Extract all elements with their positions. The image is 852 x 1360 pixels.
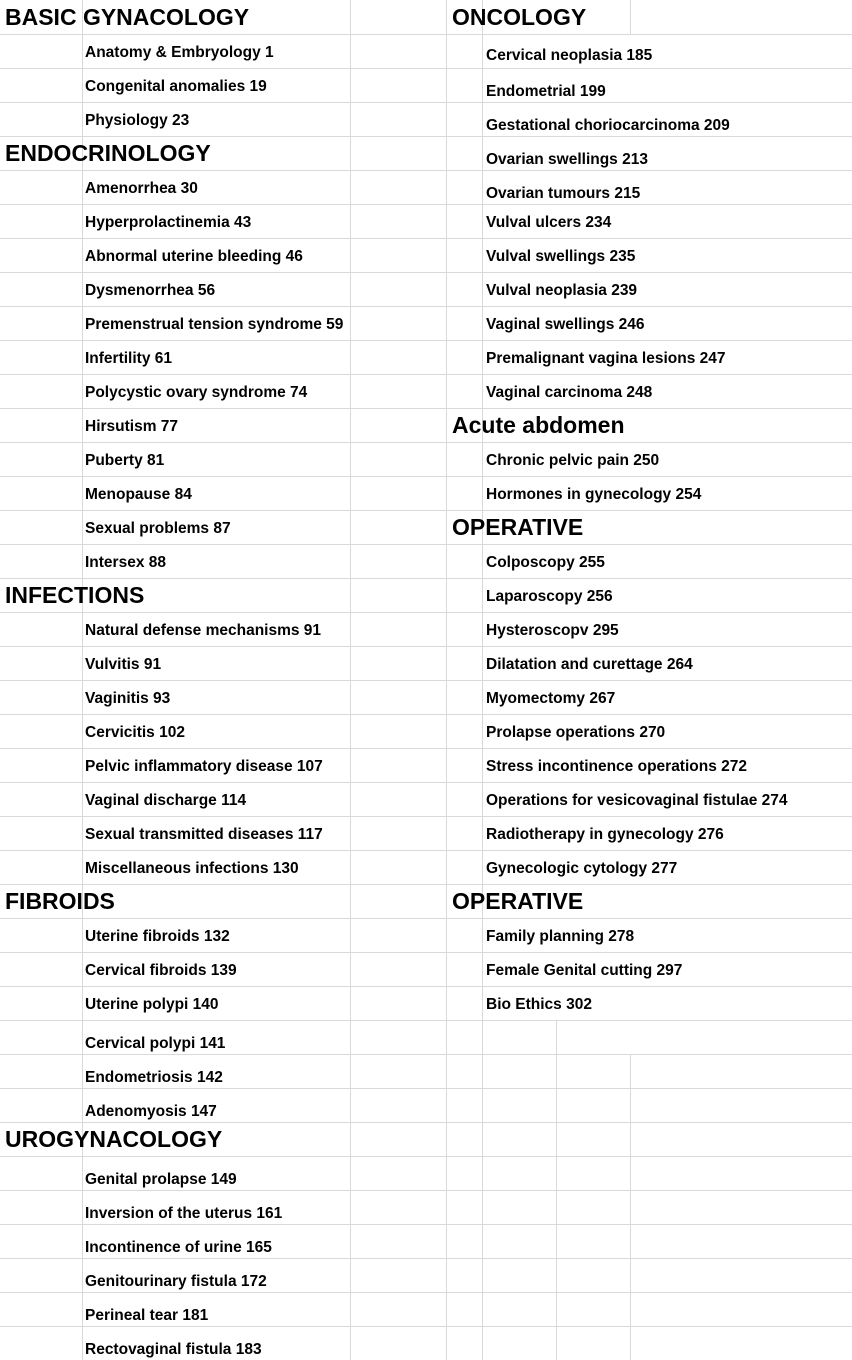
right-toc-entry: Bio Ethics 302 xyxy=(486,996,592,1013)
grid-line xyxy=(446,680,852,681)
grid-line xyxy=(0,782,446,783)
left-toc-entry: Congenital anomalies 19 xyxy=(85,78,267,95)
right-toc-entry: Vaginal carcinoma 248 xyxy=(486,384,653,401)
grid-line xyxy=(0,340,446,341)
right-section-heading: OPERATIVE xyxy=(452,514,584,540)
grid-line xyxy=(446,204,852,205)
left-section-heading: INFECTIONS xyxy=(5,582,145,608)
grid-line xyxy=(0,646,446,647)
grid-line xyxy=(0,238,446,239)
grid-line xyxy=(446,1088,852,1089)
grid-line xyxy=(0,170,446,171)
right-toc-entry: Hormones in gynecology 254 xyxy=(486,486,702,503)
grid-line xyxy=(446,340,852,341)
grid-line xyxy=(630,0,631,34)
right-section-heading: Acute abdomen xyxy=(452,412,625,438)
right-toc-entry: Colposcopy 255 xyxy=(486,554,605,571)
right-toc-entry: Myomectomy 267 xyxy=(486,690,616,707)
right-toc-entry: Female Genital cutting 297 xyxy=(486,962,683,979)
left-section-heading: ENDOCRINOLOGY xyxy=(5,140,211,166)
grid-line xyxy=(446,0,447,1360)
grid-line xyxy=(0,1190,446,1191)
grid-line xyxy=(0,204,446,205)
left-toc-entry: Anatomy & Embryology 1 xyxy=(85,44,274,61)
left-toc-entry: Menopause 84 xyxy=(85,486,192,503)
left-toc-entry: Vulvitis 91 xyxy=(85,656,162,673)
grid-line xyxy=(0,1326,446,1327)
left-toc-entry: Abnormal uterine bleeding 46 xyxy=(85,248,303,265)
left-toc-entry: Genitourinary fistula 172 xyxy=(85,1273,267,1290)
right-toc-entry: Premalignant vagina lesions 247 xyxy=(486,350,726,367)
grid-line xyxy=(0,1258,446,1259)
grid-line xyxy=(0,102,446,103)
left-toc-entry: Dysmenorrhea 56 xyxy=(85,282,216,299)
grid-line xyxy=(446,1020,852,1021)
right-toc-entry: Cervical neoplasia 185 xyxy=(486,47,653,64)
grid-line xyxy=(350,0,351,1360)
left-toc-entry: Hirsutism 77 xyxy=(85,418,179,435)
left-toc-entry: Uterine polypi 140 xyxy=(85,996,219,1013)
left-toc-entry: Vaginal discharge 114 xyxy=(85,792,247,809)
grid-line xyxy=(0,442,446,443)
left-toc-entry: Puberty 81 xyxy=(85,452,165,469)
grid-line xyxy=(630,1054,631,1360)
left-toc-entry: Pelvic inflammatory disease 107 xyxy=(85,758,323,775)
right-toc-entry: Vulval swellings 235 xyxy=(486,248,636,265)
grid-line xyxy=(0,1122,446,1123)
grid-line xyxy=(0,476,446,477)
left-toc-entry: Inversion of the uterus 161 xyxy=(85,1205,283,1222)
right-toc-entry: Hysteroscopv 295 xyxy=(486,622,619,639)
left-section-heading: FIBROIDS xyxy=(5,888,115,914)
grid-line xyxy=(0,510,446,511)
left-toc-entry: Uterine fibroids 132 xyxy=(85,928,230,945)
grid-line xyxy=(0,612,446,613)
grid-line xyxy=(446,510,852,511)
grid-line xyxy=(446,68,852,69)
left-toc-entry: Perineal tear 181 xyxy=(85,1307,209,1324)
grid-line xyxy=(0,816,446,817)
grid-line xyxy=(446,646,852,647)
right-toc-entry: Radiotherapy in gynecology 276 xyxy=(486,826,724,843)
grid-line xyxy=(446,1224,852,1225)
right-section-heading: OPERATIVE xyxy=(452,888,584,914)
left-toc-entry: Cervicitis 102 xyxy=(85,724,185,741)
right-toc-entry: Family planning 278 xyxy=(486,928,635,945)
left-toc-entry: Hyperprolactinemia 43 xyxy=(85,214,252,231)
right-toc-entry: Prolapse operations 270 xyxy=(486,724,666,741)
grid-line xyxy=(446,170,852,171)
left-toc-entry: Premenstrual tension syndrome 59 xyxy=(85,316,344,333)
left-toc-entry: Physiology 23 xyxy=(85,112,190,129)
left-toc-entry: Cervical fibroids 139 xyxy=(85,962,237,979)
left-section-heading: BASIC GYNACOLOGY xyxy=(5,4,250,30)
left-toc-entry: Miscellaneous infections 130 xyxy=(85,860,299,877)
grid-line xyxy=(446,408,852,409)
left-toc-entry: Adenomyosis 147 xyxy=(85,1103,217,1120)
right-toc-entry: Stress incontinence operations 272 xyxy=(486,758,748,775)
grid-line xyxy=(0,918,446,919)
grid-line xyxy=(446,102,852,103)
grid-line xyxy=(482,0,483,1360)
right-toc-entry: Laparoscopy 256 xyxy=(486,588,613,605)
left-toc-entry: Polycystic ovary syndrome 74 xyxy=(85,384,308,401)
left-toc-entry: Sexual problems 87 xyxy=(85,520,231,537)
grid-line xyxy=(446,782,852,783)
grid-line xyxy=(0,748,446,749)
grid-line xyxy=(446,238,852,239)
grid-line xyxy=(446,1292,852,1293)
right-toc-entry: Vulval ulcers 234 xyxy=(486,214,612,231)
grid-line xyxy=(0,714,446,715)
grid-line xyxy=(446,544,852,545)
right-section-heading: ONCOLOGY xyxy=(452,4,587,30)
grid-line xyxy=(556,1020,557,1360)
right-toc-entry: Gestational choriocarcinoma 209 xyxy=(486,117,730,134)
right-toc-entry: Chronic pelvic pain 250 xyxy=(486,452,660,469)
grid-line xyxy=(0,850,446,851)
grid-line xyxy=(446,1156,852,1157)
grid-line xyxy=(0,408,446,409)
grid-line xyxy=(0,136,446,137)
grid-line xyxy=(0,952,446,953)
left-toc-entry: Intersex 88 xyxy=(85,554,166,571)
grid-line xyxy=(0,1292,446,1293)
grid-line xyxy=(446,884,852,885)
grid-line xyxy=(446,578,852,579)
left-section-heading: UROGYNACOLOGY xyxy=(5,1126,223,1152)
left-toc-entry: Vaginitis 93 xyxy=(85,690,171,707)
grid-line xyxy=(0,1020,446,1021)
left-toc-entry: Rectovaginal fistula 183 xyxy=(85,1341,262,1358)
grid-line xyxy=(446,816,852,817)
grid-line xyxy=(446,272,852,273)
grid-line xyxy=(446,1258,852,1259)
left-toc-entry: Cervical polypi 141 xyxy=(85,1035,226,1052)
right-toc-entry: Endometrial 199 xyxy=(486,83,606,100)
grid-line xyxy=(0,68,446,69)
grid-line xyxy=(0,1054,446,1055)
right-toc-entry: Gynecologic cytology 277 xyxy=(486,860,678,877)
grid-line xyxy=(0,1224,446,1225)
right-toc-entry: Ovarian tumours 215 xyxy=(486,185,641,202)
grid-line xyxy=(446,952,852,953)
grid-line xyxy=(446,1190,852,1191)
right-toc-entry: Dilatation and curettage 264 xyxy=(486,656,693,673)
left-toc-entry: Sexual transmitted diseases 117 xyxy=(85,826,323,843)
grid-line xyxy=(0,374,446,375)
left-toc-entry: Amenorrhea 30 xyxy=(85,180,198,197)
grid-line xyxy=(0,544,446,545)
right-toc-entry: Operations for vesicovaginal fistulae 274 xyxy=(486,792,788,809)
right-toc-entry: Vulval neoplasia 239 xyxy=(486,282,638,299)
left-toc-entry: Infertility 61 xyxy=(85,350,172,367)
grid-line xyxy=(0,986,446,987)
left-toc-entry: Incontinence of urine 165 xyxy=(85,1239,272,1256)
grid-line xyxy=(446,850,852,851)
grid-line xyxy=(446,442,852,443)
grid-line xyxy=(0,680,446,681)
grid-line xyxy=(446,986,852,987)
grid-line xyxy=(0,884,446,885)
grid-line xyxy=(446,1054,852,1055)
grid-line xyxy=(446,918,852,919)
left-toc-entry: Natural defense mechanisms 91 xyxy=(85,622,322,639)
grid-line xyxy=(0,1088,446,1089)
left-toc-entry: Endometriosis 142 xyxy=(85,1069,223,1086)
grid-line xyxy=(0,34,446,35)
right-toc-entry: Vaginal swellings 246 xyxy=(486,316,645,333)
grid-line xyxy=(446,374,852,375)
grid-line xyxy=(446,1326,852,1327)
grid-line xyxy=(0,1156,446,1157)
grid-line xyxy=(446,34,852,35)
grid-line xyxy=(0,306,446,307)
grid-line xyxy=(446,612,852,613)
grid-line xyxy=(446,306,852,307)
grid-line xyxy=(0,578,446,579)
grid-line xyxy=(446,1122,852,1123)
grid-line xyxy=(0,272,446,273)
grid-line xyxy=(446,714,852,715)
left-toc-entry: Genital prolapse 149 xyxy=(85,1171,237,1188)
grid-line xyxy=(446,476,852,477)
grid-line xyxy=(82,0,83,1360)
right-toc-entry: Ovarian swellings 213 xyxy=(486,151,648,168)
grid-line xyxy=(446,748,852,749)
grid-line xyxy=(446,136,852,137)
